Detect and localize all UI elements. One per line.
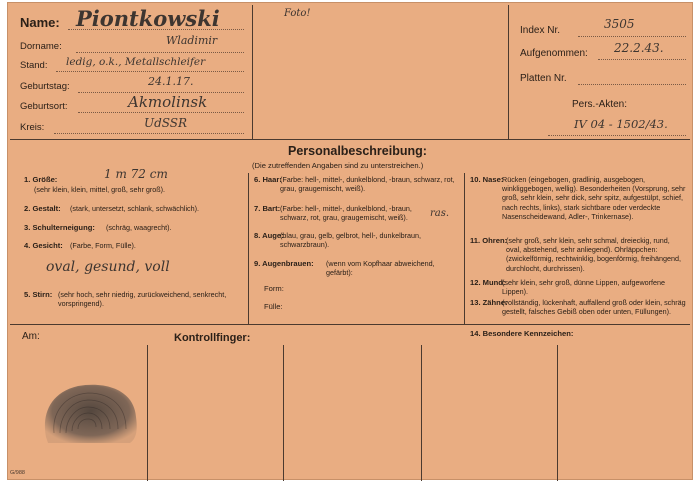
vorname-value: Wladimir — [166, 34, 218, 47]
kontrollfinger-label: Kontrollfinger: — [174, 332, 251, 344]
gestalt-options: (stark, untersetzt, schlank, schwächlich). — [70, 204, 200, 213]
kreis-line — [54, 133, 244, 134]
aufgenommen-line — [598, 59, 686, 60]
geburtstag-label: Geburtstag: — [20, 81, 70, 92]
pers-akten-line — [548, 135, 686, 136]
divider-finger-3 — [421, 345, 422, 481]
foto-label: Foto! — [284, 8, 311, 19]
name-label: Name: — [20, 15, 60, 30]
section-title: Personalbeschreibung: — [288, 144, 427, 158]
printer-mark: G/988 — [10, 470, 25, 476]
brauen-options: (wenn vom Kopfhaar abweichend, gefärbt): — [326, 259, 435, 278]
nase-options: Rücken (eingebogen, gradlinig, ausgebogen, winkliggebogen, wellig). Besonderheiten (Vorsprung, sehr groß, sehr klein, sehr dick, sehr spitz, aufgestülpt, schief, nach rechts, links), stark sichtbare oder verdeckte Nasenscheidewand, Adler-, Trinkernase). — [502, 175, 686, 221]
divider-col2 — [464, 173, 465, 325]
pers-akten-label: Pers.-Akten: — [572, 99, 628, 110]
stirn-options: (sehr hoch, sehr niedrig, zurückweichend, senkrecht, vorspringend). — [58, 290, 227, 309]
haar-options: (Farbe: hell-, mittel-, dunkelblond, -braun, schwarz, rot, grau, graugemischt, weiß). — [280, 175, 455, 194]
bart-options: (Farbe: hell-, mittel-, dunkelblond, -braun, schwarz, rot, grau, graugemischt, weiß). — [280, 204, 412, 223]
index-line — [578, 36, 686, 37]
index-label: Index Nr. — [520, 25, 561, 36]
fingerprint-image — [38, 381, 142, 447]
nase-label: 10. Nase: — [470, 175, 504, 184]
platten-line — [578, 84, 686, 85]
divider-photo-left — [252, 5, 253, 139]
geburtsort-label: Geburtsort: — [20, 101, 68, 112]
gestalt-label: 2. Gestalt: — [24, 204, 61, 213]
divider-section-bottom — [10, 324, 690, 325]
divider-finger-2 — [283, 345, 284, 481]
groesse-label: 1. Größe: — [24, 175, 58, 184]
kennzeichen-label: 14. Besondere Kennzeichen: — [470, 329, 574, 338]
pers-akten-value: IV 04 - 1502/43. — [574, 117, 668, 131]
bart-value: ras. — [430, 208, 450, 219]
platten-label: Platten Nr. — [520, 73, 567, 84]
divider-header-bottom — [10, 139, 690, 140]
groesse-options: (sehr klein, klein, mittel, groß, sehr groß). — [34, 185, 166, 194]
auge-options: (blau, grau, gelb, gelbrot, hell-, dunkelbraun, schwarzbraun). — [280, 231, 422, 250]
zaehne-options: (vollständig, lückenhaft, auffallend groß oder klein, schräg gestellt, falsches Gebiß oben oder unten, Füllungen). — [502, 298, 686, 317]
divider-photo-right — [508, 5, 509, 139]
divider-col1 — [248, 173, 249, 325]
geburtsort-value: Akmolinsk — [128, 93, 208, 111]
aufgenommen-label: Aufgenommen: — [520, 48, 588, 59]
stand-value: ledig, o.k., Metallschleifer — [66, 56, 206, 68]
kreis-label: Kreis: — [20, 122, 45, 133]
index-value: 3505 — [604, 17, 635, 31]
fuelle-label: Fülle: — [264, 302, 283, 311]
vorname-line — [76, 52, 244, 53]
form-label: Form: — [264, 284, 284, 293]
ohren-options: (sehr groß, sehr klein, sehr schmal, dreieckig, rund, oval, abstehend, sehr anliegend). Ohrläppchen: (zwickelförmig, rechtwinklig, bogenförmig, freihängend, durchlocht, durchrissen). — [506, 236, 681, 273]
name-value: Piontkowski — [76, 6, 220, 31]
schulter-label: 3. Schulterneigung: — [24, 223, 95, 232]
mund-label: 12. Mund: — [470, 278, 506, 287]
mund-options: (sehr klein, sehr groß, dünne Lippen, aufgeworfene Lippen). — [502, 278, 666, 297]
geburtstag-value: 24.1.17. — [148, 75, 194, 88]
gesicht-value: oval, gesund, voll — [46, 259, 170, 275]
identification-card — [7, 2, 693, 480]
zaehne-label: 13. Zähne: — [470, 298, 508, 307]
bart-label: 7. Bart: — [254, 204, 281, 213]
auge-label: 8. Auge: — [254, 231, 284, 240]
stirn-label: 5. Stirn: — [24, 290, 53, 299]
stand-line — [56, 71, 244, 72]
ohren-label: 11. Ohren: — [470, 236, 508, 245]
am-label: Am: — [22, 331, 40, 342]
section-subtitle: (Die zutreffenden Angaben sind zu unterstreichen.) — [252, 161, 424, 170]
groesse-value: 1 m 72 cm — [104, 167, 168, 181]
kreis-value: UdSSR — [144, 116, 188, 130]
divider-finger-4 — [557, 345, 558, 481]
divider-finger-1 — [147, 345, 148, 481]
aufgenommen-value: 22.2.43. — [614, 41, 664, 55]
haar-label: 6. Haar: — [254, 175, 282, 184]
gesicht-label: 4. Gesicht: — [24, 241, 63, 250]
stand-label: Stand: — [20, 60, 48, 71]
gesicht-options: (Farbe, Form, Fülle). — [70, 241, 136, 250]
brauen-label: 9. Augenbrauen: — [254, 259, 314, 268]
geburtsort-line — [78, 112, 244, 113]
vorname-label: Dorname: — [20, 41, 62, 52]
schulter-options: (schräg, waagrecht). — [106, 223, 172, 232]
